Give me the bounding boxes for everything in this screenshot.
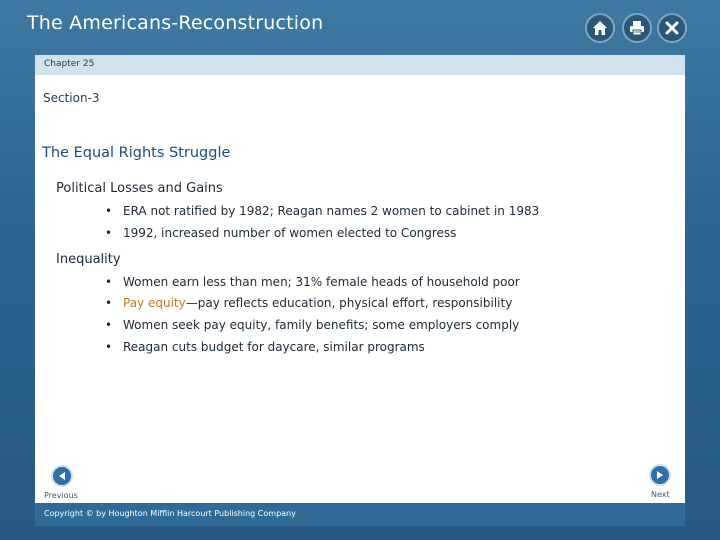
print-button[interactable]: [622, 13, 652, 43]
footer-bar: [35, 503, 685, 526]
bullet-text: 1992, increased number of women elected to Congress: [123, 226, 457, 240]
bullet-text: Women seek pay equity, family benefits; some employers comply: [123, 318, 520, 332]
home-icon: [592, 20, 608, 36]
chapter-bar: [35, 55, 685, 75]
close-button[interactable]: [657, 13, 687, 43]
window-title: The Americans-Reconstruction: [27, 12, 324, 34]
section-label: Section-3: [43, 91, 100, 105]
print-icon: [629, 20, 645, 36]
bullet-text: —pay reflects education, physical effort, responsibility: [185, 296, 513, 310]
group-title: Inequality: [56, 252, 121, 267]
next-label[interactable]: Next: [651, 490, 670, 499]
triangle-left-icon: [57, 471, 67, 481]
key-term: Pay equity: [123, 296, 186, 310]
bullet-item: • Pay equity—pay reflects education, physical effort, responsibility: [105, 296, 513, 310]
home-button[interactable]: [585, 13, 615, 43]
chapter-label: Chapter 25: [44, 59, 95, 69]
previous-label[interactable]: Previous: [44, 491, 78, 500]
bullet-item: • Reagan cuts budget for daycare, similar programs: [105, 340, 425, 354]
bullet-text: Reagan cuts budget for daycare, similar programs: [123, 340, 425, 354]
previous-button[interactable]: [51, 465, 73, 487]
bullet-item: • Women earn less than men; 31% female heads of household poor: [105, 275, 520, 289]
next-button[interactable]: [649, 464, 671, 486]
triangle-right-icon: [655, 470, 665, 480]
close-icon: [665, 21, 679, 35]
bullet-item: • 1992, increased number of women elected to Congress: [105, 226, 457, 240]
copyright-text: Copyright © by Houghton Mifflin Harcourt Publishing Company: [44, 509, 296, 518]
bullet-text: Women earn less than men; 31% female heads of household poor: [123, 275, 520, 289]
bullet-text: ERA not ratified by 1982; Reagan names 2 women to cabinet in 1983: [123, 204, 540, 218]
slide-heading: The Equal Rights Struggle: [42, 145, 231, 161]
group-title: Political Losses and Gains: [56, 181, 223, 196]
bullet-item: • ERA not ratified by 1982; Reagan names 2 women to cabinet in 1983: [105, 204, 540, 218]
content-panel: [35, 75, 685, 503]
bullet-item: • Women seek pay equity, family benefits; some employers comply: [105, 318, 520, 332]
